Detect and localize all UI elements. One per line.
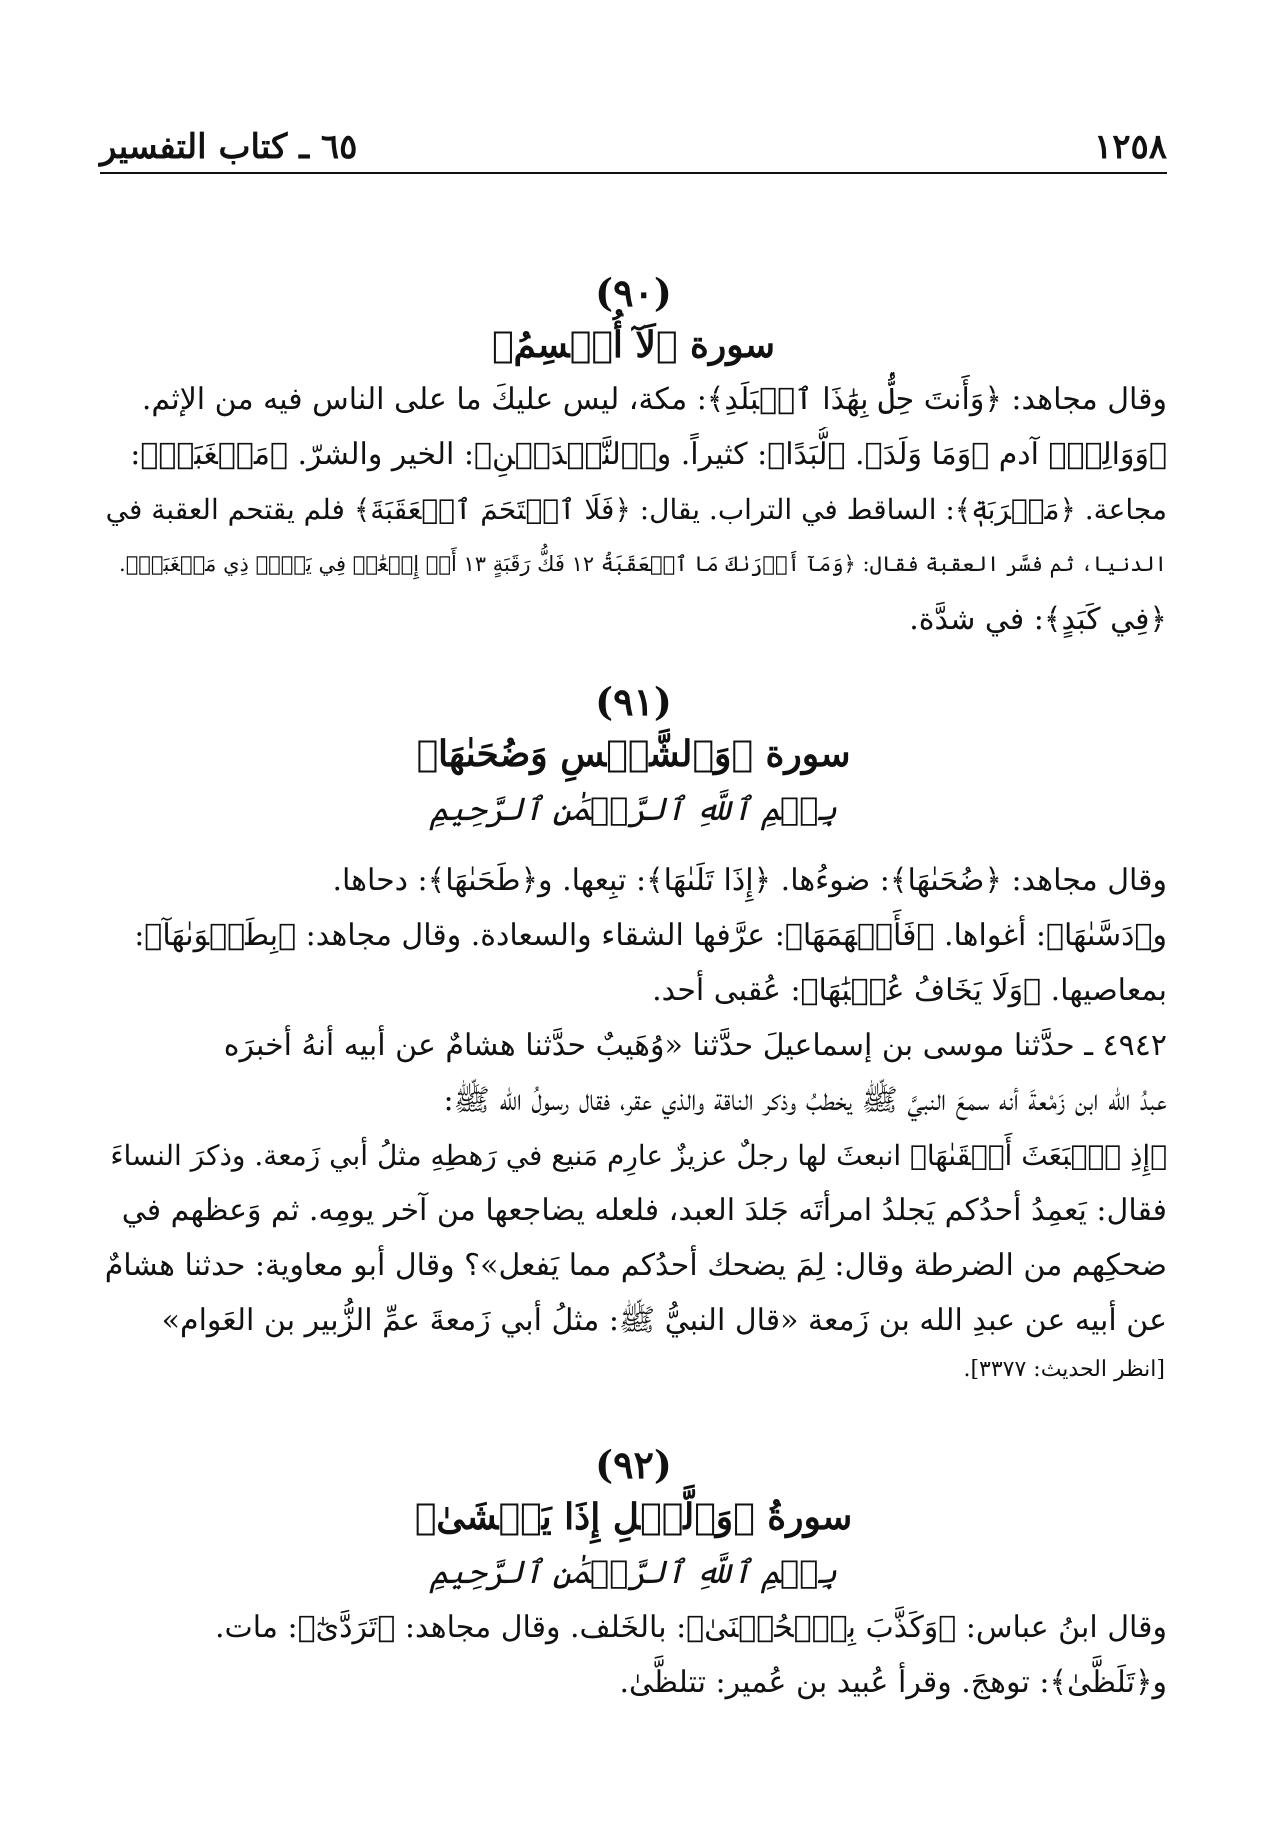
section-number: (٩١)	[595, 679, 672, 724]
text-line: ضحكِهم من الضرطة وقال: لِمَ يضحك أحدُكم مما يَفعل»؟ وقال أبو معاوية: حدثنا هشامٌ	[104, 1248, 1167, 1283]
text-line: الدنيا، ثم فسَّر العقبة فقال: ﴿وَمَآ أَدۡرَىٰكَ مَا ٱلۡعَقَبَةُ ١٢ فَكُّ رَقَبَةٍ ١٣ أَوۡ إِطۡعَٰمٞ فِي يَوۡمٖ ذِي مَسۡغَبَةٖ﴾.	[119, 552, 1167, 576]
section-number: (٩٢)	[595, 1442, 672, 1487]
text-line: ﴿فِي كَبَدٍ﴾: في شدَّة.	[909, 602, 1167, 637]
text-line: عبدُ الله ابن زَمْعةَ أنه سمعَ النبيَّ ﷺ يخطبُ وذكر الناقة والذي عقر، فقال رسولُ الله ﷺ:	[443, 1083, 1167, 1118]
hadith-reference: [انظر الحديث: ٣٣٧٧].	[963, 1357, 1165, 1382]
text-line: وقال مجاهد: ﴿ضُحَىٰهَا﴾: ضوءُها. ﴿إِذَا تَلَىٰهَا﴾: تبِعها. و﴿طَحَىٰهَا﴾: دحاها.	[332, 863, 1167, 898]
surah-title: سورةُ ﴿وَٱلَّيۡلِ إِذَا يَغۡشَىٰ﴾	[414, 1496, 853, 1538]
page-header	[100, 118, 1167, 174]
page-number: ١٢٥٨	[1093, 127, 1167, 167]
surah-section-90	[100, 268, 1167, 647]
text-line: ﴿وَوَالِدٖ﴾ آدم ﴿وَمَا وَلَدَ﴾. ﴿لُّبَدًا﴾: كثيراً. و﴿ٱلنَّجۡدَيۡنِ﴾: الخير والشرّ. ﴿مَسۡغَبَةٖ﴾:	[130, 437, 1167, 472]
text-line: عن أبيه عن عبدِ الله بن زَمعة «قال النبيُّ ﷺ: مثلُ أبي زَمعةَ عمِّ الزُّبير بن العَوام»	[161, 1303, 1167, 1338]
text-line: وقال مجاهد: ﴿وَأَنتَ حِلُّۢ بِهَٰذَا ٱلۡبَلَدِ﴾: مكة، ليس عليكَ ما على الناس فيه من الإثم.	[141, 382, 1167, 417]
text-line: ﴿إِذِ ٱنۢبَعَثَ أَشۡقَىٰهَا﴾ انبعثَ لها رجلٌ عزيزٌ عارِم مَنيع في رَهطِهِ مثلُ أبي زَمعة. وذكرَ النساءَ	[110, 1139, 1167, 1172]
basmala: بِسۡمِ ٱللَّهِ ٱلرَّحۡمَٰنِ ٱلرَّحِيمِ	[429, 1553, 838, 1591]
text-line: و﴿تَلَظَّىٰ﴾: توهجَ. وقرأ عُبيد بن عُمير: تتلظَّىٰ.	[619, 1665, 1167, 1700]
tafsir-paragraph	[100, 1600, 1167, 1710]
surah-title: سورة ﴿وَٱلشَّمۡسِ وَضُحَىٰهَا﴾	[416, 733, 851, 775]
text-line: ٤٩٤٢ ـ حدَّثنا موسى بن إسماعيلَ حدَّثنا «وُهَيبٌ حدَّثنا هشامٌ عن أبيه أنهُ أخبرَه	[223, 1028, 1167, 1063]
surah-section-92	[100, 1440, 1167, 1710]
surah-section-91	[100, 677, 1167, 1392]
hadith-paragraph	[100, 1018, 1167, 1348]
section-number: (٩٠)	[595, 270, 672, 315]
text-line: وقال ابنُ عباس: ﴿وَكَذَّبَ بِٱلۡحُسۡنَىٰ﴾: بالخَلف. وقال مجاهد: ﴿تَرَدَّىٰٓ﴾: مات.	[215, 1610, 1167, 1645]
text-line: فقال: يَعمِدُ أحدُكم يَجلدُ امرأتَه جَلدَ العبد، فلعله يضاجعها من آخر يومِه. ثم وَعظهم في	[121, 1193, 1167, 1228]
text-line: و﴿دَسَّىٰهَا﴾: أغواها. ﴿فَأَلۡهَمَهَا﴾: عرَّفها الشقاء والسعادة. وقال مجاهد: ﴿بِطَغۡوَىٰهَآ﴾:	[134, 918, 1167, 953]
tafsir-paragraph	[100, 853, 1167, 1018]
basmala: بِسۡمِ ٱللَّهِ ٱلرَّحۡمَٰنِ ٱلرَّحِيمِ	[429, 790, 838, 828]
text-line: مجاعة. ﴿مَتۡرَبَةٖ﴾: الساقط في التراب. يقال: ﴿فَلَا ٱقۡتَحَمَ ٱلۡعَقَبَةَ﴾ فلم يقتحم العقبة في	[105, 493, 1167, 526]
surah-title: سورة ﴿لَآ أُقۡسِمُ﴾	[491, 324, 776, 366]
text-line: بمعاصيها. ﴿وَلَا يَخَافُ عُقۡبَٰهَا﴾: عُقبى أحد.	[652, 973, 1167, 1008]
tafsir-paragraph	[100, 372, 1167, 647]
book-title: ٦٥ ـ كتاب التفسير	[100, 127, 358, 167]
page-content	[100, 268, 1167, 1710]
